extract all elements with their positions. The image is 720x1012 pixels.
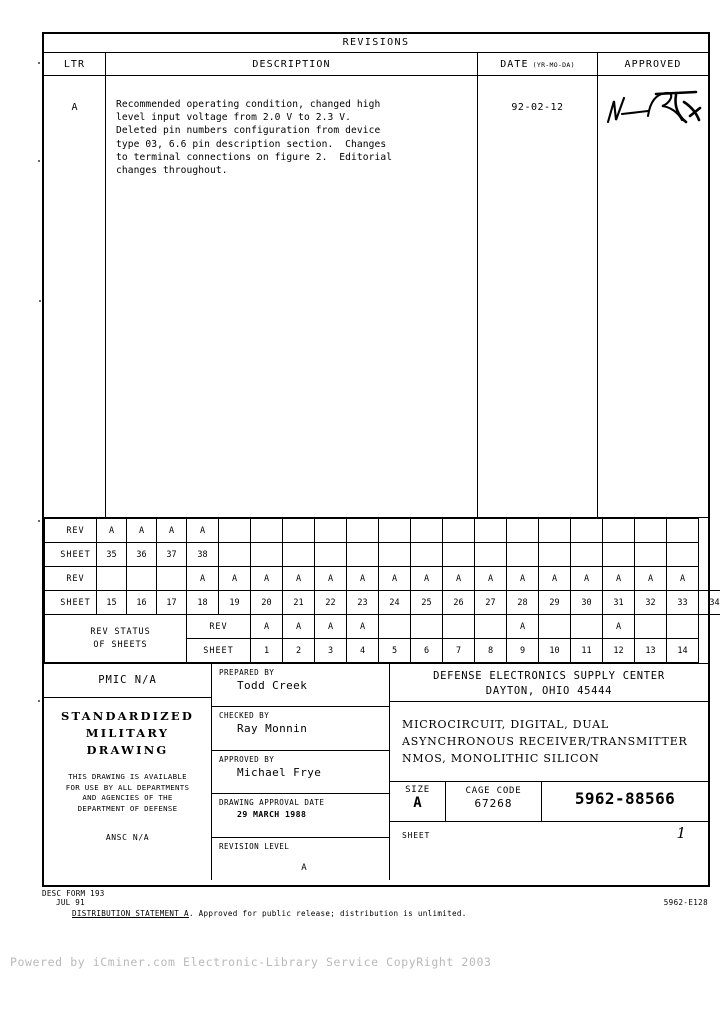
- approval-date-label: DRAWING APPROVAL DATE: [219, 798, 325, 808]
- rev-cell: [315, 519, 347, 543]
- drawing-frame: [42, 32, 720, 887]
- sheet-cell: 30: [571, 591, 603, 615]
- rev-cell: [507, 519, 539, 543]
- drawing-title-line-1: MICROCIRCUIT, DIGITAL, DUAL: [402, 718, 609, 731]
- revisions-col-date: [478, 53, 598, 75]
- revisions-col-date-format: (YR-MO-DA): [532, 61, 575, 69]
- row-label-sheet: SHEET: [45, 591, 97, 615]
- sheet-cell: 22: [315, 591, 347, 615]
- approved-by-field: [212, 751, 389, 794]
- sheet-cell: 35: [97, 543, 127, 567]
- rev-cell: [443, 519, 475, 543]
- revision-level-value: A: [301, 862, 307, 873]
- checked-by-field: [212, 707, 389, 750]
- availability-line: FOR USE BY ALL DEPARTMENTS: [65, 782, 190, 792]
- rev-cell: A: [127, 519, 157, 543]
- rev-cell: [347, 519, 379, 543]
- row-label-sheet: SHEET: [45, 543, 97, 567]
- rev-cell: A: [507, 567, 539, 591]
- sheet-cell: 37: [157, 543, 187, 567]
- scan-speck: [39, 300, 41, 302]
- rev-cell: [667, 615, 699, 639]
- scan-speck: [38, 160, 40, 162]
- rev-cell: [97, 567, 127, 591]
- sheet-cell: [219, 543, 251, 567]
- rev-cell: A: [283, 615, 315, 639]
- title-block-left: [44, 664, 212, 880]
- rev-status-row-sheet-middle: [45, 591, 720, 615]
- scan-speck: [38, 700, 40, 702]
- rev-cell: [283, 519, 315, 543]
- rev-cell: A: [187, 567, 219, 591]
- sheet-cell: 4: [347, 639, 379, 663]
- distribution-statement-heading: DISTRIBUTION STATEMENT A: [72, 909, 189, 918]
- smd-line-2: MILITARY: [85, 726, 170, 740]
- signature-icon: [604, 86, 702, 130]
- availability-statement: [44, 772, 211, 814]
- issuing-agency: [390, 664, 708, 702]
- smd-line-3: DRAWING: [86, 743, 169, 757]
- sheet-cell: [539, 543, 571, 567]
- drawing-number: 5962-88566: [574, 789, 676, 808]
- rev-cell: [251, 519, 283, 543]
- rev-cell: A: [315, 615, 347, 639]
- approval-date-field: [212, 794, 389, 837]
- sheet-cell: 20: [251, 591, 283, 615]
- sheet-cell: 29: [539, 591, 571, 615]
- sheet-cell: 18: [187, 591, 219, 615]
- rev-cell: A: [667, 567, 699, 591]
- revisions-col-description: DESCRIPTION: [106, 53, 478, 75]
- rev-status-label-line2: OF SHEETS: [93, 639, 148, 650]
- rev-cell: A: [347, 615, 379, 639]
- sheet-cell: 10: [539, 639, 571, 663]
- sheet-cell: 28: [507, 591, 539, 615]
- rev-cell: [539, 519, 571, 543]
- size-label: SIZE: [405, 785, 430, 795]
- sheet-cell: 9: [507, 639, 539, 663]
- sheet-cell: [379, 543, 411, 567]
- prepared-by-field: [212, 664, 389, 707]
- rev-cell: A: [635, 567, 667, 591]
- sheet-cell: 5: [379, 639, 411, 663]
- rev-cell: A: [219, 567, 251, 591]
- title-block: [44, 663, 708, 880]
- rev-cell: [603, 519, 635, 543]
- sheet-cell: 7: [443, 639, 475, 663]
- rev-cell: A: [571, 567, 603, 591]
- description-line: to terminal connections on figure 2. Editorial: [116, 151, 393, 163]
- rev-cell: A: [283, 567, 315, 591]
- row-label-sheet: SHEET: [187, 639, 251, 663]
- sheet-cell: 24: [379, 591, 411, 615]
- rev-cell: A: [443, 567, 475, 591]
- sheet-cell: 27: [475, 591, 507, 615]
- availability-line: THIS DRAWING IS AVAILABLE: [68, 772, 187, 781]
- rev-cell: [219, 519, 251, 543]
- sheet-cell: 6: [411, 639, 443, 663]
- agency-line-2: DAYTON, OHIO 45444: [485, 685, 613, 697]
- checked-by-value: Ray Monnin: [237, 722, 308, 736]
- approved-by-value: Michael Frye: [237, 765, 322, 779]
- availability-line: AND AGENCIES OF THE: [82, 793, 173, 802]
- sheet-cell: [315, 543, 347, 567]
- revisions-col-date-label: DATE: [500, 58, 529, 70]
- sheet-cell: 15: [97, 591, 127, 615]
- sheet-cell: [347, 543, 379, 567]
- rev-cell: [411, 519, 443, 543]
- checked-by-label: CHECKED BY: [219, 711, 270, 721]
- rev-status-row-sheet-upper: [45, 543, 720, 567]
- cage-code-label: CAGE CODE: [465, 786, 522, 796]
- library-service-watermark: Powered by iCminer.com Electronic-Library Service CopyRight 2003: [10, 955, 492, 969]
- description-line: Deleted pin numbers configuration from device: [116, 125, 381, 137]
- rev-status-label: [45, 615, 187, 663]
- revision-entry-approved: [598, 76, 708, 517]
- sheet-cell: [635, 543, 667, 567]
- rev-cell: A: [475, 567, 507, 591]
- rev-cell: [411, 615, 443, 639]
- sheet-cell: 8: [475, 639, 507, 663]
- rev-cell: [475, 519, 507, 543]
- size-field: [390, 782, 446, 821]
- revision-entry-ltr: A: [44, 76, 106, 517]
- revisions-header-row: [44, 53, 708, 76]
- rev-cell: [571, 615, 603, 639]
- revision-entry-date: 92-02-12: [478, 76, 598, 517]
- revisions-body: [44, 76, 708, 517]
- sheet-cell: 21: [283, 591, 315, 615]
- rev-cell: [667, 519, 699, 543]
- revisions-col-approved: APPROVED: [624, 58, 682, 70]
- rev-cell: A: [251, 615, 283, 639]
- rev-cell: A: [157, 519, 187, 543]
- rev-cell: [571, 519, 603, 543]
- row-label-rev: REV: [45, 519, 97, 543]
- distribution-statement-text: . Approved for public release; distribution is unlimited.: [188, 909, 467, 918]
- sheet-cell: 31: [603, 591, 635, 615]
- rev-cell: A: [315, 567, 347, 591]
- rev-cell: A: [251, 567, 283, 591]
- sheet-number-label: SHEET: [402, 831, 431, 840]
- scan-speck: [38, 62, 40, 64]
- description-line: level input voltage from 2.0 V to 2.3 V.: [116, 112, 352, 124]
- sheet-cell: [283, 543, 315, 567]
- drawing-title: [390, 702, 708, 782]
- rev-cell: [379, 615, 411, 639]
- size-cage-number-row: [390, 782, 708, 822]
- drawing-title-line-2: ASYNCHRONOUS RECEIVER/TRANSMITTER: [402, 735, 688, 748]
- rev-cell: A: [97, 519, 127, 543]
- approved-by-label: APPROVED BY: [219, 754, 275, 764]
- rev-status-label-line1: REV STATUS: [90, 626, 151, 637]
- ansc-field: ANSC N/A: [105, 833, 150, 842]
- sheet-number-value: 1: [676, 824, 686, 842]
- sheet-cell: 32: [635, 591, 667, 615]
- sheet-cell: [251, 543, 283, 567]
- sheet-cell: 38: [187, 543, 219, 567]
- sheet-cell: 3: [315, 639, 347, 663]
- revisions-col-ltr: LTR: [44, 53, 106, 75]
- sheet-cell: [603, 543, 635, 567]
- cage-code-field: [446, 782, 542, 821]
- sheet-cell: 17: [157, 591, 187, 615]
- sheet-cell: 16: [127, 591, 157, 615]
- sheet-cell: [475, 543, 507, 567]
- sheet-cell: 36: [127, 543, 157, 567]
- sheet-cell: 11: [571, 639, 603, 663]
- sheet-cell: 13: [635, 639, 667, 663]
- sheet-number-field: [390, 822, 708, 880]
- revisions-section-title: REVISIONS: [44, 34, 708, 53]
- sheet-cell: 34: [699, 591, 720, 615]
- row-label-rev: REV: [187, 615, 251, 639]
- rev-cell: A: [379, 567, 411, 591]
- pmic-field: PMIC N/A: [44, 664, 211, 698]
- smd-line-1: STANDARDIZED: [60, 709, 194, 723]
- description-line: changes throughout.: [116, 165, 228, 177]
- size-value: A: [413, 795, 422, 811]
- rev-cell: [635, 519, 667, 543]
- revision-entry-description: [106, 76, 478, 517]
- cage-code-value: 67268: [474, 797, 513, 810]
- rev-cell: [475, 615, 507, 639]
- rev-status-row-rev-lower: [45, 615, 720, 639]
- standardized-military-drawing-seal: [44, 698, 211, 880]
- sheet-cell: 1: [251, 639, 283, 663]
- sheet-cell: [507, 543, 539, 567]
- sheet-cell: 14: [667, 639, 699, 663]
- document-code: 5962-E128: [663, 898, 708, 907]
- drawing-title-line-3: NMOS, MONOLITHIC SILICON: [402, 752, 600, 765]
- sheet-cell: 2: [283, 639, 315, 663]
- rev-status-row-rev-upper: [45, 519, 720, 543]
- approval-date-value: 29 MARCH 1988: [237, 809, 307, 820]
- revision-level-label: REVISION LEVEL: [219, 841, 290, 851]
- rev-cell: [127, 567, 157, 591]
- sheet-cell: [667, 543, 699, 567]
- row-label-rev: REV: [45, 567, 97, 591]
- revision-level-field: [212, 838, 389, 880]
- sheet-cell: 25: [411, 591, 443, 615]
- rev-cell: [379, 519, 411, 543]
- sheet-cell: 33: [667, 591, 699, 615]
- rev-cell: A: [347, 567, 379, 591]
- description-line: Recommended operating condition, changed high: [116, 99, 381, 110]
- sheet-cell: [411, 543, 443, 567]
- rev-cell: A: [539, 567, 571, 591]
- agency-line-1: DEFENSE ELECTRONICS SUPPLY CENTER: [433, 670, 665, 682]
- rev-cell: A: [411, 567, 443, 591]
- form-number: DESC FORM 193: [42, 889, 105, 898]
- prepared-by-value: Todd Creek: [237, 679, 308, 692]
- sheet-cell: [571, 543, 603, 567]
- title-block-right: [390, 664, 708, 880]
- sheet-cell: 12: [603, 639, 635, 663]
- rev-cell: A: [507, 615, 539, 639]
- prepared-by-label: PREPARED BY: [219, 668, 275, 677]
- sheet-cell: [443, 543, 475, 567]
- rev-cell: A: [603, 615, 635, 639]
- rev-cell: A: [187, 519, 219, 543]
- rev-cell: [539, 615, 571, 639]
- title-block-signatures: [212, 664, 390, 880]
- rev-status-of-sheets-table: [44, 517, 720, 663]
- form-date: JUL 91: [56, 898, 85, 907]
- scan-speck: [38, 520, 40, 522]
- rev-status-row-rev-middle: [45, 567, 720, 591]
- description-line: type 03, 6.6 pin description section. Changes: [116, 138, 387, 150]
- distribution-statement: [72, 909, 467, 918]
- sheet-cell: 26: [443, 591, 475, 615]
- availability-line: DEPARTMENT OF DEFENSE: [77, 803, 178, 813]
- sheet-cell: 19: [219, 591, 251, 615]
- rev-cell: [443, 615, 475, 639]
- rev-cell: [157, 567, 187, 591]
- rev-cell: A: [603, 567, 635, 591]
- sheet-cell: 23: [347, 591, 379, 615]
- rev-cell: [635, 615, 667, 639]
